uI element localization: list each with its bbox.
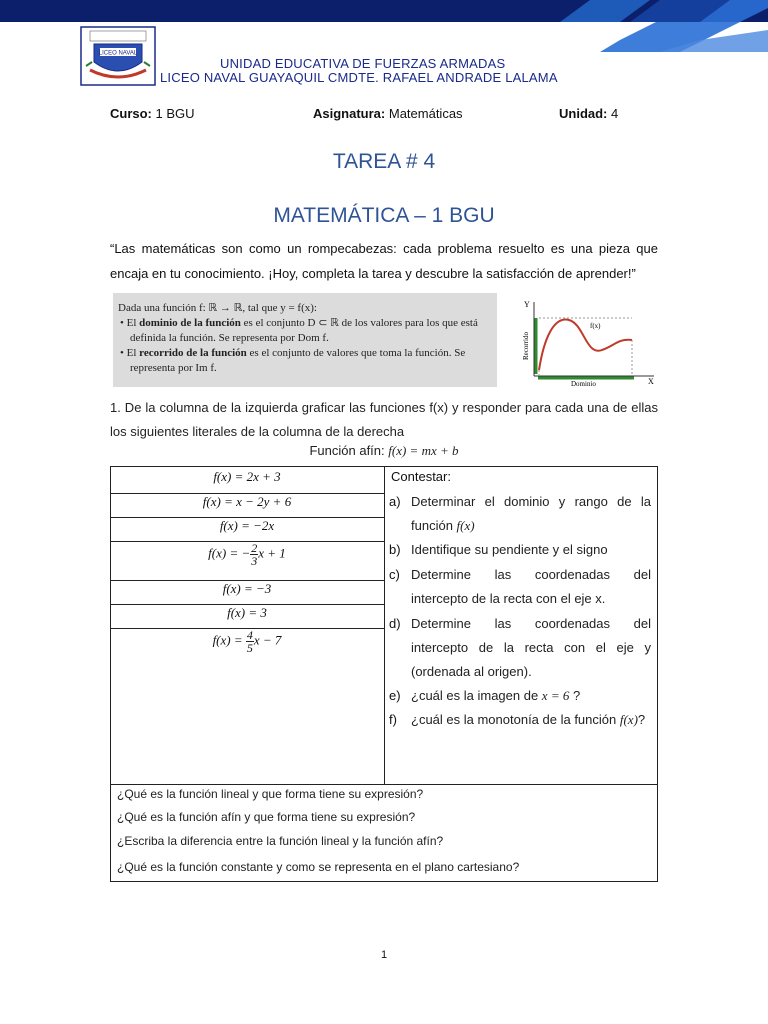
list-item: e) ¿cuál es la imagen de x = 6 ?: [389, 688, 581, 703]
theory-question: ¿Qué es la función constante y como se representa en el plano cartesiano?: [117, 860, 520, 874]
definition-box: [113, 293, 497, 387]
function-cell: f(x) = $\frac{4}{5}$ x − 7: [212, 628, 282, 655]
unidad-field: [559, 106, 618, 121]
school-logo: [80, 26, 156, 86]
graph-x-axis-label: X: [648, 377, 654, 386]
function-cell: f(x) = −2x: [219, 518, 275, 533]
domain-range-graph: [514, 298, 664, 390]
question-1-instructions: 1. De la columna de la izquierda graficar las funciones f(x) y responder para cada una de ellas los siguientes literales de la columna de la derecha: [110, 400, 658, 439]
function-cell: f(x) = 2x + 3: [213, 469, 281, 484]
funcion-afin-formula: f(x) = mx + b: [388, 443, 459, 458]
function-cell: f(x) = x − 2y + 6: [202, 494, 292, 509]
page-number: 1: [380, 949, 388, 961]
funcion-afin-line: [0, 443, 768, 459]
list-item: a) Determinar el dominio y rango de la función f(x): [389, 494, 651, 533]
graph-dominio-label: Dominio: [571, 380, 596, 388]
graph-y-axis-label: Y: [524, 300, 530, 309]
function-cell: f(x) = −3: [222, 581, 272, 596]
asignatura-label: Asignatura:: [313, 106, 386, 121]
definition-bullet-domain: • El dominio de la función es el conjunto D ⊂ ℝ de los valores para los que está definida la función. Se representa por Dom f.: [120, 317, 478, 344]
function-cell: f(x) = 3: [227, 605, 267, 620]
contestar-heading: Contestar:: [391, 469, 451, 484]
asignatura-field: [313, 106, 463, 121]
theory-question: ¿Qué es la función lineal y que forma tiene su expresión?: [117, 787, 424, 801]
table-column-divider: [384, 467, 385, 785]
unidad-value: 4: [611, 106, 619, 121]
list-item: d) Determine las coordenadas del intercepto de la recta con el eje y (ordenada al origen).: [389, 616, 651, 679]
assignment-title: TAREA # 4: [332, 150, 436, 173]
theory-question: ¿Escriba la diferencia entre la función lineal y la función afín?: [117, 834, 444, 848]
subject-title: MATEMÁTICA – 1 BGU: [273, 204, 495, 227]
theory-question: ¿Qué es la función afín y que forma tiene su expresión?: [117, 810, 416, 824]
graph-curve-label: f(x): [590, 322, 601, 330]
header-band: [0, 0, 768, 22]
table-section-divider: [110, 784, 658, 785]
list-item: b) Identifique su pendiente y el signo: [389, 542, 608, 557]
asignatura-value: Matemáticas: [388, 106, 463, 121]
curso-label: Curso:: [110, 106, 152, 121]
funcion-afin-label: Función afín:: [309, 443, 389, 458]
list-item: f) ¿cuál es la monotonía de la función f(x)?: [389, 712, 646, 727]
motivational-quote: “Las matemáticas son como un rompecabezas: cada problema resuelto es una pieza que encaja en tu conocimiento. ¡Hoy, completa la tarea y descubre la satisfacción de aprender!”: [110, 241, 658, 281]
logo-text: LICEO NAVAL: [98, 50, 138, 57]
list-item: c) Determine las coordenadas del intercepto de la recta con el eje x.: [389, 567, 651, 606]
curso-field: [110, 106, 195, 121]
institution-name: UNIDAD EDUCATIVA DE FUERZAS ARMADAS: [220, 56, 506, 71]
definition-bullet-range: • El recorrido de la función es el conjunto de valores que toma la función. Se representa por Im f.: [120, 347, 466, 374]
unidad-label: Unidad:: [559, 106, 608, 121]
institution-subname: LICEO NAVAL GUAYAQUIL CMDTE. RAFAEL ANDRADE LALAMA: [160, 70, 558, 85]
function-cell: f(x) = − $\frac{2}{3}$ x + 1: [208, 541, 286, 568]
definition-intro: Dada una función f: ℝ → ℝ, tal que y = f(x):: [118, 302, 317, 314]
graph-recorrido-label: Recorrido: [522, 332, 530, 360]
curso-value: 1 BGU: [155, 106, 195, 121]
